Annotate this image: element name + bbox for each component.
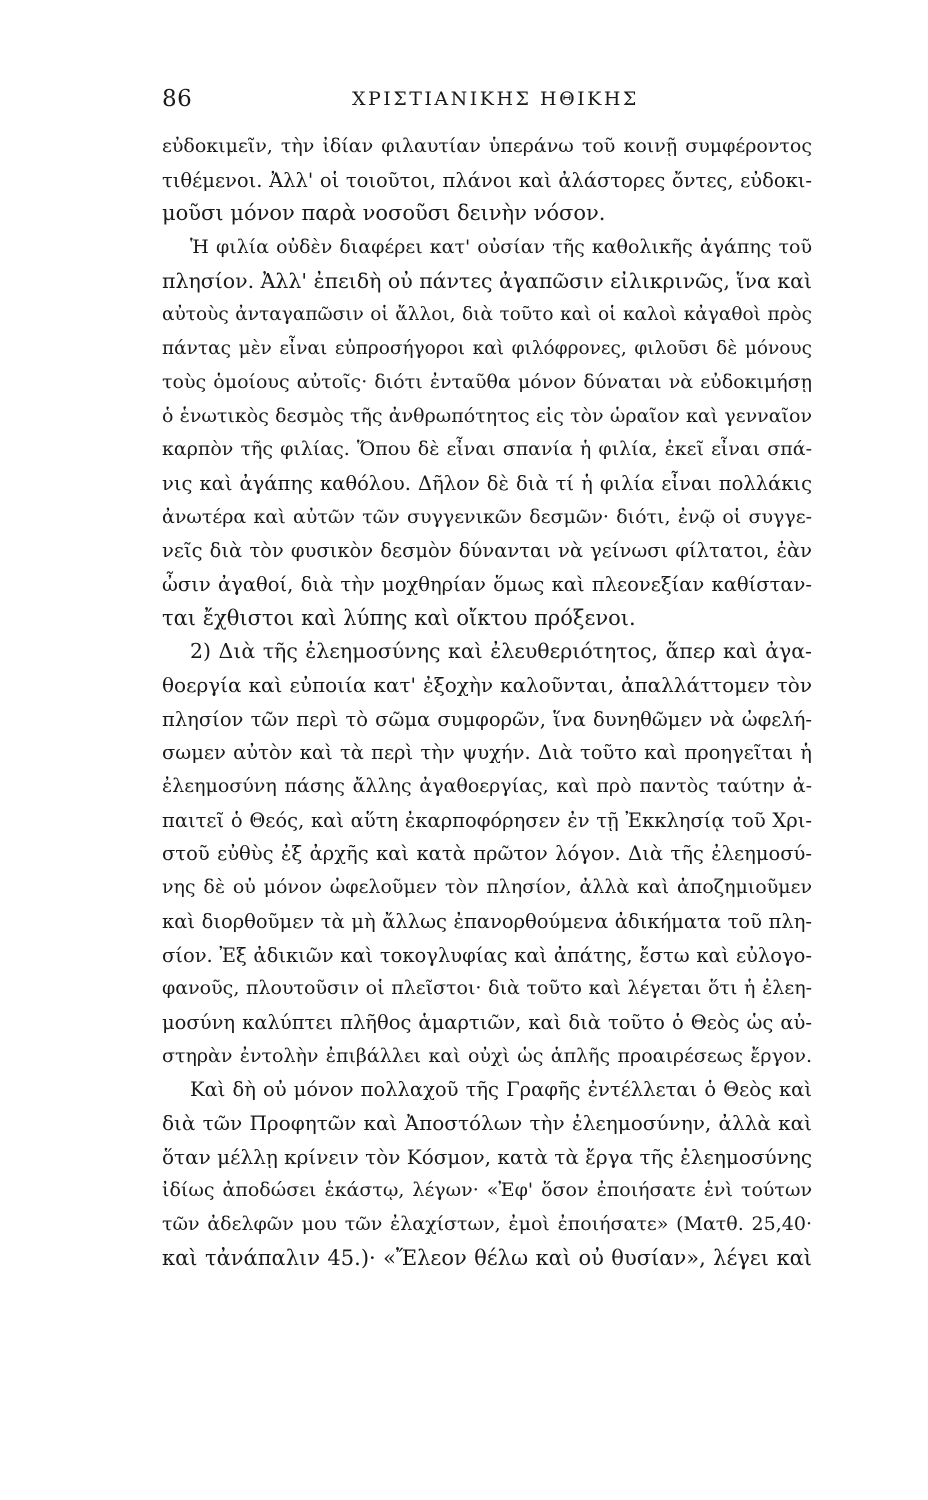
text-line: ὅταν μέλλῃ κρίνειν τὸν Κόσμον, κατὰ τὰ ἔργα τῆς ἐλεημοσύνης: [162, 1144, 812, 1169]
body-text: [162, 130, 812, 1275]
text-line: καὶ τἀνάπαλιν 45.)· «Ἔλεον θέλω καὶ οὐ θυσίαν», λέγει καὶ: [162, 1245, 812, 1270]
text-line: ἐλεημοσύνη πάσης ἄλλης ἀγαθοεργίας, καὶ πρὸ παντὸς ταύτην ἀ-: [162, 775, 812, 798]
paragraph-start-line: Καὶ δὴ οὐ μόνον πολλαχοῦ τῆς Γραφῆς ἐντέλλεται ὁ Θεὸς καὶ: [190, 1078, 812, 1102]
text-line: εὐδοκιμεῖν, τὴν ἰδίαν φιλαυτίαν ὑπεράνω τοῦ κοινῇ συμφέροντος: [162, 135, 812, 157]
text-line: μοῦσι μόνον παρὰ νοσοῦσι δεινὴν νόσον.: [162, 201, 606, 226]
text-line: ὦσιν ἀγαθοί, διὰ τὴν μοχθηρίαν ὅμως καὶ πλεονεξίαν καθίσταν-: [162, 572, 812, 596]
text-line: τῶν ἀδελφῶν μου τῶν ἐλαχίστων, ἐμοὶ ἐποιήσατε» (Ματθ. 25,40·: [162, 1213, 812, 1235]
page-header: [162, 86, 812, 120]
text-line: ἰδίως ἀποδώσει ἑκάστῳ, λέγων· «Ἐφ' ὅσον ἐποιήσατε ἑνὶ τούτων: [162, 1179, 812, 1202]
text-line: ὁ ἑνωτικὸς δεσμὸς τῆς ἀνθρωπότητος εἰς τὸν ὡραῖον καὶ γενναῖον: [162, 404, 812, 427]
text-line: παιτεῖ ὁ Θεός, καὶ αὕτη ἐκαρποφόρησεν ἐν τῇ Ἐκκλησίᾳ τοῦ Χρι-: [162, 808, 812, 832]
paragraph-start-line: Ἡ φιλία οὐδὲν διαφέρει κατ' οὐσίαν τῆς καθολικῆς ἀγάπης τοῦ: [190, 236, 812, 259]
text-line: νις καὶ ἀγάπης καθόλου. Δῆλον δὲ διὰ τί ἡ φιλία εἶναι πολλάκις: [162, 471, 812, 495]
text-line: πλησίον. Ἀλλ' ἐπειδὴ οὐ πάντες ἀγαπῶσιν εἰλικρινῶς, ἵνα καὶ: [162, 268, 812, 293]
text-line: διὰ τῶν Προφητῶν καὶ Ἀποστόλων τὴν ἐλεημοσύνην, ἀλλὰ καὶ: [162, 1110, 812, 1135]
text-line: καὶ διορθοῦμεν τὰ μὴ ἄλλως ἐπανορθούμενα ἀδικήματα τοῦ πλη-: [162, 909, 812, 933]
text-line: πάντας μὲν εἶναι εὐπροσήγοροι καὶ φιλόφρονες, φιλοῦσι δὲ μόνους: [162, 338, 812, 360]
text-line: καρπὸν τῆς φιλίας. Ὅπου δὲ εἶναι σπανία ἡ φιλία, ἐκεῖ εἶναι σπά-: [162, 438, 812, 461]
text-line: θοεργία καὶ εὐποιία κατ' ἐξοχὴν καλοῦνται, ἀπαλλάττομεν τὸν: [162, 673, 812, 697]
text-line: μοσύνη καλύπτει πλῆθος ἁμαρτιῶν, καὶ διὰ τοῦτο ὁ Θεὸς ὡς αὐ-: [162, 1010, 812, 1034]
text-line: πλησίον τῶν περὶ τὸ σῶμα συμφορῶν, ἵνα δυνηθῶμεν νὰ ὠφελή-: [162, 707, 812, 731]
text-line: νης δὲ οὐ μόνον ὠφελοῦμεν τὸν πλησίον, ἀλλὰ καὶ ἀποζημιοῦμεν: [162, 876, 812, 899]
page-number: 86: [162, 86, 193, 112]
text-line: στοῦ εὐθὺς ἐξ ἀρχῆς καὶ κατὰ πρῶτον λόγον. Διὰ τῆς ἐλεημοσύ-: [162, 842, 812, 866]
text-line: τοὺς ὁμοίους αὐτοῖς· διότι ἐνταῦθα μόνον δύναται νὰ εὐδοκιμήσῃ: [162, 370, 812, 393]
text-line: σωμεν αὐτὸν καὶ τὰ περὶ τὴν ψυχήν. Διὰ τοῦτο καὶ προηγεῖται ἡ: [162, 741, 812, 765]
text-line: σίον. Ἐξ ἀδικιῶν καὶ τοκογλυφίας καὶ ἀπάτης, ἔστω καὶ εὐλογο-: [162, 943, 812, 967]
text-line: νεῖς διὰ τὸν φυσικὸν δεσμὸν δύνανται νὰ γείνωσι φίλτατοι, ἐὰν: [162, 539, 812, 563]
text-line: ται ἔχθιστοι καὶ λύπης καὶ οἴκτου πρόξενοι.: [162, 605, 636, 630]
running-title: ΧΡΙΣΤΙΑΝΙΚΗΣ ΗΘΙΚΗΣ: [352, 88, 639, 110]
text-line: στηρὰν ἐντολὴν ἐπιβάλλει καὶ οὐχὶ ὡς ἁπλῆς προαιρέσεως ἔργον.: [162, 1044, 812, 1067]
text-line: ἀνωτέρα καὶ αὐτῶν τῶν συγγενικῶν δεσμῶν· διότι, ἐνῷ οἱ συγγε-: [162, 505, 812, 528]
text-line: τιθέμενοι. Ἀλλ' οἱ τοιοῦτοι, πλάνοι καὶ ἀλάστορες ὄντες, εὐδοκι-: [162, 168, 812, 192]
text-line: φανοῦς, πλουτοῦσιν οἱ πλεῖστοι· διὰ τοῦτο καὶ λέγεται ὅτι ἡ ἐλεη-: [162, 977, 812, 1000]
paragraph-start-line: 2) Διὰ τῆς ἐλεημοσύνης καὶ ἐλευθεριότητος, ἅπερ καὶ ἀγα-: [190, 639, 812, 664]
text-line: αὐτοὺς ἀνταγαπῶσιν οἱ ἄλλοι, διὰ τοῦτο καὶ οἱ καλοὶ κἀγαθοὶ πρὸς: [162, 304, 812, 326]
